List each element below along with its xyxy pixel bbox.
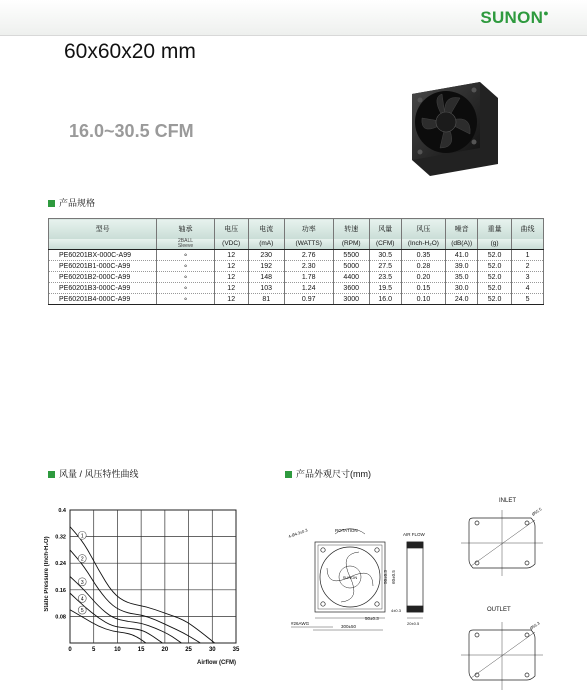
header-current: 电流 (248, 219, 284, 239)
dimension-drawing (283, 492, 583, 697)
unit-bearing: 2BALL Sleeve (157, 239, 214, 250)
table-row: PE60201B2-000C-A99 ∘ 12 148 1.78 4400 23.5 0.20 35.0 52.0 3 (49, 272, 544, 283)
hole-label: 4-Ø4.3±0.3 (287, 527, 309, 539)
fan-center-text: SUNON (342, 575, 358, 580)
y-tick-label: 0.16 (55, 587, 66, 594)
header-pressure: 风压 (401, 219, 446, 239)
x-tick-label: 30 (208, 647, 216, 653)
series-line-1 (70, 527, 215, 643)
table-row: PE60201B3-000C-A99 ∘ 12 103 1.24 3600 19.5 0.15 30.0 52.0 4 (49, 283, 544, 294)
rotation-label: ROTATION (335, 528, 358, 533)
fan-side-view (407, 542, 423, 618)
series-label-2: 2 (80, 556, 84, 563)
plot-frame (70, 510, 236, 643)
outlet-diameter-label: Ø56.3 (528, 620, 541, 631)
header-noise: 噪音 (446, 219, 478, 239)
x-tick-label: 15 (137, 647, 145, 653)
plot-series (70, 527, 215, 643)
fan-front-view (315, 529, 385, 618)
x-tick-label: 35 (232, 647, 240, 653)
unit-power: (WATTS) (284, 239, 333, 250)
brand-name: SUNON (480, 8, 544, 27)
inlet-label: INLET (499, 498, 517, 504)
y-tick-label: 0.32 (55, 534, 66, 541)
dim-20-label: 20±0.5 (407, 621, 420, 626)
wire-label: #26AWG (291, 621, 310, 626)
specs-section-heading: 产品规格 (48, 196, 95, 209)
series-label-5: 5 (80, 608, 84, 615)
unit-current: (mA) (248, 239, 284, 250)
unit-model (49, 239, 157, 250)
header-airflow: 风量 (369, 219, 401, 239)
curve-section-heading: 风量 / 风压特性曲线 (48, 467, 139, 480)
fan-product-image (398, 72, 508, 182)
section-bullet-icon (285, 471, 292, 478)
dim-60-label: 60±0.5 (391, 570, 396, 584)
series-line-5 (70, 610, 146, 643)
section-bullet-icon (48, 200, 55, 207)
dimension-svg (283, 492, 583, 697)
airflow-label: AIR FLOW (403, 532, 425, 537)
table-row: PE60201B1-000C-A99 ∘ 12 192 2.30 5000 27.5 0.28 39.0 52.0 2 (49, 261, 544, 272)
unit-noise: (dB(A)) (446, 239, 478, 250)
x-tick-label: 5 (92, 647, 96, 653)
header-voltage: 电压 (214, 219, 248, 239)
y-axis-label: Static Pressure (Inch-H₂O) (44, 536, 50, 612)
header-bar (0, 0, 587, 36)
brand-logo (480, 8, 549, 28)
dim-4-label: 4±0.3 (391, 608, 401, 613)
x-tick-label: 25 (185, 647, 192, 653)
x-tick-label: 20 (161, 647, 169, 653)
series-label-3: 3 (80, 579, 84, 586)
unit-curve (512, 239, 544, 250)
header-speed: 转速 (333, 219, 369, 239)
x-tick-label: 0 (68, 647, 72, 653)
y-tick-label: 0.4 (58, 508, 66, 514)
series-label-4: 4 (80, 596, 84, 603)
spec-table (48, 218, 544, 305)
unit-speed: (RPM) (333, 239, 369, 250)
product-size-title: 60x60x20 mm (64, 40, 196, 63)
unit-airflow: (CFM) (369, 239, 401, 250)
header-weight: 重量 (478, 219, 512, 239)
header-power: 功率 (284, 219, 333, 239)
inlet-diameter-label: Ø55.5 (530, 506, 543, 517)
wire-length-label: 300±50 (341, 624, 356, 629)
series-label-1: 1 (80, 533, 84, 540)
header-curve: 曲线 (512, 219, 544, 239)
pq-curve-svg (44, 502, 244, 670)
unit-weight: (g) (478, 239, 512, 250)
x-axis-label: Airflow (CFM) (197, 660, 236, 666)
unit-pressure: (Inch-H₂O) (401, 239, 446, 250)
dim-50-label: 50±0.3 (383, 570, 388, 584)
section-bullet-icon (48, 471, 55, 478)
inlet-view (461, 510, 543, 576)
header-model: 型号 (49, 219, 157, 239)
dims-section-heading: 产品外观尺寸(mm) (285, 467, 371, 480)
outlet-label: OUTLET (487, 607, 511, 613)
y-tick-label: 0.08 (55, 614, 66, 621)
outlet-view (461, 622, 543, 690)
x-tick-label: 10 (114, 647, 121, 653)
table-row: PE60201B4-000C-A99 ∘ 12 81 0.97 3000 16.0 0.10 24.0 52.0 5 (49, 294, 544, 305)
pq-curve-chart (44, 502, 244, 670)
header-bearing: 轴承 (157, 219, 214, 239)
y-tick-label: 0.24 (55, 561, 66, 568)
brand-dot: ● (543, 8, 549, 18)
dim-50-bottom-label: 50±0.3 (365, 616, 379, 621)
table-row: PE60201BX-000C-A99 ∘ 12 230 2.76 5500 30.5 0.35 41.0 52.0 1 (49, 250, 544, 261)
unit-voltage: (VDC) (214, 239, 248, 250)
cfm-range-title: 16.0~30.5 CFM (69, 121, 194, 141)
plot-grid (70, 510, 236, 643)
